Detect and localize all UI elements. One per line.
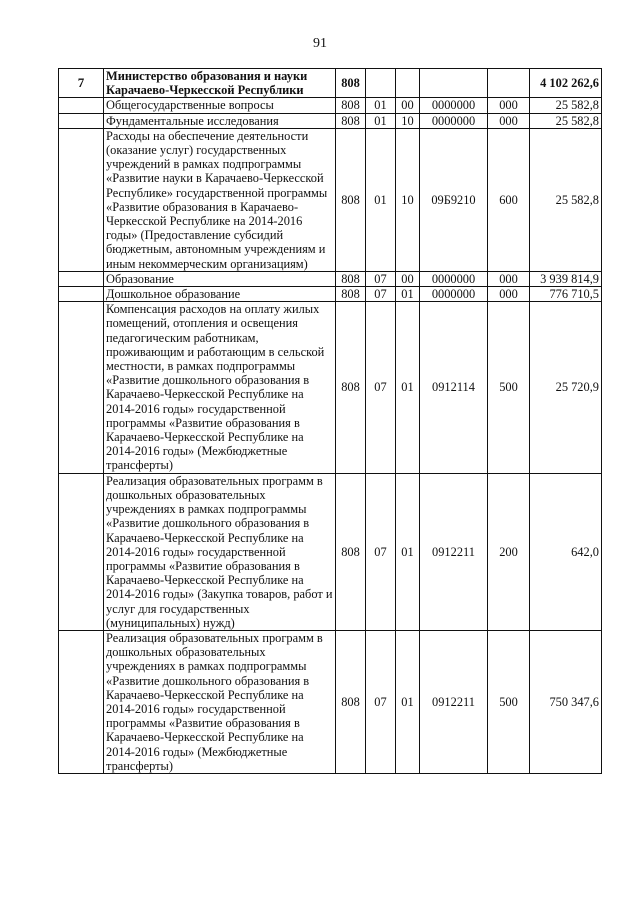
item-name-cell: Расходы на обеспечение деятельности (оказание услуг) государственных учреждений в рамках подпрограммы «Развитие науки в Карачаево-Черкесской Республике» государственной программы «Развитие образования в Карачаево-Черкесской Республике на 2014-2016 годы» (Предоставление субсидий бюджетным, автономным учреждениям и иным некоммерческим организациям) [104, 128, 336, 271]
subsection-code-cell: 01 [396, 630, 420, 773]
ministry-code-cell: 808 [336, 630, 366, 773]
amount-cell: 3 939 814,9 [530, 271, 602, 286]
ministry-code-cell: 808 [336, 69, 366, 98]
target-article-code-cell: 0912211 [420, 473, 488, 630]
row-number-cell [59, 128, 104, 271]
row-number-cell [59, 98, 104, 113]
section-code-cell: 07 [366, 473, 396, 630]
expense-type-code-cell: 000 [488, 113, 530, 128]
section-code-cell: 07 [366, 287, 396, 302]
ministry-code-cell: 808 [336, 128, 366, 271]
subsection-code-cell: 10 [396, 128, 420, 271]
item-name-cell: Общегосударственные вопросы [104, 98, 336, 113]
table-row [59, 287, 602, 302]
target-article-code-cell: 09Б9210 [420, 128, 488, 271]
table-row [59, 113, 602, 128]
amount-cell: 25 582,8 [530, 113, 602, 128]
amount-cell: 25 582,8 [530, 128, 602, 271]
section-code-cell: 07 [366, 630, 396, 773]
table-row [59, 128, 602, 271]
section-code-cell: 01 [366, 113, 396, 128]
amount-cell: 25 582,8 [530, 98, 602, 113]
target-article-code-cell: 0000000 [420, 113, 488, 128]
expense-type-code-cell: 000 [488, 98, 530, 113]
subsection-code-cell: 00 [396, 98, 420, 113]
subsection-code-cell: 01 [396, 287, 420, 302]
budget-table-body [59, 69, 602, 774]
expense-type-code-cell: 500 [488, 630, 530, 773]
item-name-cell: Реализация образовательных программ в дошкольных образовательных учреждениях в рамках подпрограммы «Развитие дошкольного образования в Карачаево-Черкесской Республике на 2014-2016 годы» государственной программы «Развитие образования в Карачаево-Черкесской Республике на 2014-2016 годы» (Закупка товаров, работ и услуг для государственных (муниципальных) нужд) [104, 473, 336, 630]
ministry-code-cell: 808 [336, 271, 366, 286]
section-code-cell: 07 [366, 302, 396, 473]
row-number-cell: 7 [59, 69, 104, 98]
subsection-code-cell: 01 [396, 302, 420, 473]
item-name-cell: Реализация образовательных программ в дошкольных образовательных учреждениях в рамках подпрограммы «Развитие дошкольного образования в Карачаево-Черкесской Республике на 2014-2016 годы» государственной программы «Развитие образования в Карачаево-Черкесской Республике на 2014-2016 годы» (Межбюджетные трансферты) [104, 630, 336, 773]
row-number-cell [59, 287, 104, 302]
expense-type-code-cell: 000 [488, 287, 530, 302]
target-article-code-cell: 0000000 [420, 287, 488, 302]
amount-cell: 776 710,5 [530, 287, 602, 302]
expense-type-code-cell: 000 [488, 271, 530, 286]
ministry-code-cell: 808 [336, 113, 366, 128]
item-name-cell: Фундаментальные исследования [104, 113, 336, 128]
table-row [59, 69, 602, 98]
ministry-code-cell: 808 [336, 98, 366, 113]
target-article-code-cell: 0912211 [420, 630, 488, 773]
expense-type-code-cell: 200 [488, 473, 530, 630]
ministry-code-cell: 808 [336, 302, 366, 473]
item-name-cell: Министерство образования и науки Карачаево-Черкесской Республики [104, 69, 336, 98]
table-row [59, 302, 602, 473]
expense-type-code-cell: 600 [488, 128, 530, 271]
ministry-code-cell: 808 [336, 473, 366, 630]
row-number-cell [59, 630, 104, 773]
subsection-code-cell: 00 [396, 271, 420, 286]
expense-type-code-cell [488, 69, 530, 98]
table-row [59, 98, 602, 113]
target-article-code-cell: 0000000 [420, 271, 488, 286]
amount-cell: 25 720,9 [530, 302, 602, 473]
amount-cell: 750 347,6 [530, 630, 602, 773]
amount-cell: 4 102 262,6 [530, 69, 602, 98]
section-code-cell: 01 [366, 98, 396, 113]
target-article-code-cell: 0000000 [420, 98, 488, 113]
section-code-cell [366, 69, 396, 98]
table-row [59, 630, 602, 773]
amount-cell: 642,0 [530, 473, 602, 630]
target-article-code-cell [420, 69, 488, 98]
page-number: 91 [313, 36, 327, 51]
row-number-cell [59, 473, 104, 630]
expense-type-code-cell: 500 [488, 302, 530, 473]
subsection-code-cell: 10 [396, 113, 420, 128]
ministry-code-cell: 808 [336, 287, 366, 302]
section-code-cell: 07 [366, 271, 396, 286]
row-number-cell [59, 271, 104, 286]
table-row [59, 271, 602, 286]
row-number-cell [59, 302, 104, 473]
row-number-cell [59, 113, 104, 128]
subsection-code-cell: 01 [396, 473, 420, 630]
section-code-cell: 01 [366, 128, 396, 271]
target-article-code-cell: 0912114 [420, 302, 488, 473]
table-row [59, 473, 602, 630]
subsection-code-cell [396, 69, 420, 98]
budget-table [58, 68, 602, 774]
item-name-cell: Образование [104, 271, 336, 286]
item-name-cell: Дошкольное образование [104, 287, 336, 302]
item-name-cell: Компенсация расходов на оплату жилых помещений, отопления и освещения педагогическим работникам, проживающим и работающим в сельской местности, в рамках подпрограммы «Развитие дошкольного образования в Карачаево-Черкесской Республике на 2014-2016 годы» государственной программы «Развитие образования в Карачаево-Черкесской Республике на 2014-2016 годы» (Межбюджетные трансферты) [104, 302, 336, 473]
